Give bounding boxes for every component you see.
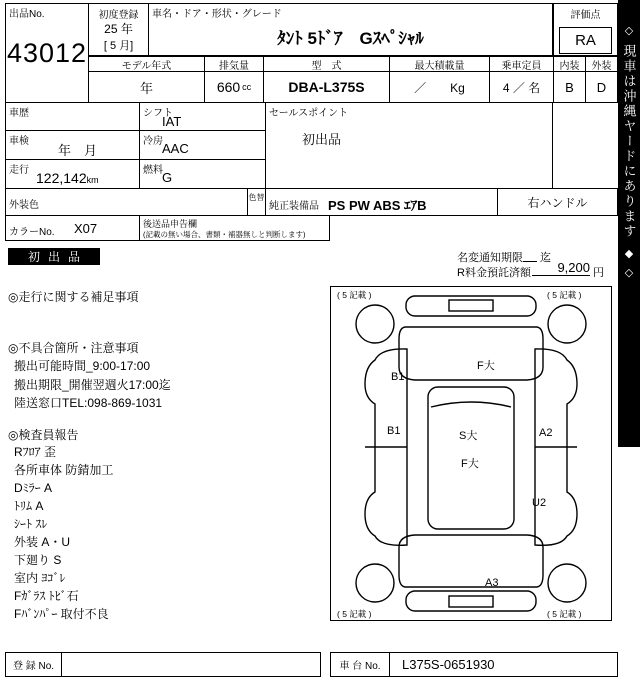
diamond-filled-icon: ◆: [624, 248, 634, 260]
tire-note-front-left: ( 5 記載 ): [337, 290, 372, 300]
sales-point-cell: [265, 102, 553, 189]
first-registration-cell: [88, 3, 149, 56]
front-plate: [449, 300, 493, 311]
first-registration-month: [ 5 月]: [103, 40, 134, 52]
exhibit-no-value: 43012: [6, 38, 88, 68]
inspector-title: ◎検査員報告: [8, 428, 79, 442]
windshield-line: [431, 402, 511, 407]
damage-mark: F大: [477, 360, 495, 372]
mileage-note-title: ◎走行に関する補足事項: [8, 290, 139, 304]
recycle-fee-amount: 9,200: [532, 260, 590, 276]
car-diagram-box: [330, 286, 612, 621]
registration-no-label: 登 録 No.: [5, 652, 62, 677]
inspector-line: Rﾌﾛｱ 歪: [14, 445, 57, 459]
later-items-note: (記載の無い場合、書類・補器無しと判断します): [143, 230, 306, 239]
okinawa-yard-banner-text: 現車は沖縄ヤードにあります: [621, 44, 637, 239]
car-name-label: 車名・ドア・形状・グレード: [152, 9, 282, 20]
ac-cell: [139, 130, 266, 160]
wheel-front-left: [356, 305, 394, 343]
defects-title: ◎不具合箇所・注意事項: [8, 341, 139, 355]
history-label: 車歴: [9, 108, 29, 119]
diamond-icon: ◇: [624, 25, 634, 37]
model-code-label: 型 式: [263, 56, 390, 72]
car-outline-diagram: [331, 287, 611, 620]
inspector-line: ﾄﾘﾑ A: [14, 499, 44, 513]
inspector-line: Fﾊﾞﾝﾊﾟｰ 取付不良: [14, 607, 109, 621]
damage-mark: B1: [391, 371, 405, 383]
interior-grade: B: [553, 71, 586, 103]
capacity-value: 4 ／ 名: [489, 71, 554, 103]
inspector-line: ｼｰﾄ ｽﾚ: [14, 517, 48, 531]
displacement-unit: cc: [242, 82, 252, 92]
defect-line: 搬出期限_開催翌週火17:00迄: [14, 378, 171, 392]
sales-point-value: 初出品: [302, 132, 342, 147]
front-clip-outline: [399, 327, 543, 380]
inspector-line: Fｶﾞﾗｽ ﾄﾋﾞ石: [14, 589, 79, 603]
exterior-color-cell: [5, 188, 248, 216]
capacity-label: 乗車定員: [489, 56, 554, 72]
rear-clip-outline: [399, 535, 543, 587]
displacement-value: 660: [216, 79, 241, 95]
tire-note-rear-left: ( 5 記載 ): [337, 609, 372, 619]
equipment-value: PS PW ABS ｴｱB: [328, 198, 427, 213]
tire-note-front-right: ( 5 記載 ): [547, 290, 582, 300]
inspector-line: 各所車体 防錆加工: [14, 463, 114, 477]
inspector-line: 下廻り S: [14, 553, 62, 567]
okinawa-yard-banner: [618, 0, 640, 447]
chassis-no-cell: [389, 652, 618, 677]
exhibit-no-label: 出品No.: [9, 9, 45, 20]
inspector-line: Dﾐﾗｰ A: [14, 481, 53, 495]
color-no-cell: [5, 215, 140, 241]
model-year-value: 年: [88, 71, 205, 103]
fuel-value: G: [162, 170, 173, 185]
score-value: RA: [559, 27, 612, 54]
color-no-value: X07: [74, 221, 98, 236]
tire-note-rear-right: ( 5 記載 ): [547, 609, 582, 619]
interior-label: 内装: [553, 56, 586, 72]
score-cell: [553, 3, 618, 56]
exterior-color-label: 外装色: [9, 200, 39, 211]
displacement-label: 排気量: [204, 56, 264, 72]
recycle-fee-label: R料金預託済額: [457, 267, 531, 279]
mileage-value: [36, 170, 99, 186]
later-items-label: 後送品申告欄: [143, 219, 198, 229]
fuel-cell: [139, 159, 266, 189]
max-load-value: ／ Kg: [389, 71, 490, 103]
first-registration-label: 初度登録: [98, 10, 139, 21]
mileage-number: 122,142: [36, 170, 87, 186]
color-no-label: カラーNo.: [9, 227, 55, 238]
rear-bumper: [406, 591, 536, 611]
exhibit-no-cell: [5, 3, 89, 103]
equipment-cell: [265, 188, 498, 216]
score-label: 評価点: [570, 10, 601, 21]
first-exhibit-badge: 初出品: [8, 248, 100, 265]
inspector-line: 外装 A・U: [14, 535, 71, 549]
wheel-rear-right: [548, 564, 586, 602]
exterior-grade: D: [585, 71, 618, 103]
damage-mark: B1: [387, 425, 401, 437]
model-code-value: DBA-L375S: [263, 71, 390, 103]
fuel-label: 燃料: [143, 165, 163, 176]
shift-label: シフト: [143, 108, 173, 119]
inspector-line: 室内 ﾖｺﾞﾚ: [14, 571, 66, 585]
ac-value: AAC: [162, 141, 189, 156]
shift-cell: [139, 102, 266, 131]
recycle-fee-unit: 円: [593, 267, 604, 279]
damage-mark: A3: [485, 577, 499, 589]
damage-mark: A2: [539, 427, 553, 439]
car-name-value: ﾀﾝﾄ 5ﾄﾞｱ Gｽﾍﾟｼｬﾙ: [277, 29, 424, 48]
chassis-no-value: L375S-0651930: [402, 657, 495, 672]
model-year-label: モデル年式: [88, 56, 205, 72]
mileage-unit: km: [86, 175, 99, 185]
defect-line: 搬出可能時間_9:00-17:00: [14, 359, 151, 373]
inspection-cell: [5, 130, 140, 160]
mileage-cell: [5, 159, 140, 189]
name-change-label: 名変通知期限: [457, 252, 523, 264]
car-name-cell: [148, 3, 553, 56]
rear-plate: [449, 596, 493, 607]
displacement-value-cell: [204, 71, 264, 103]
shift-value: IAT: [162, 114, 182, 129]
wheel-rear-left: [356, 564, 394, 602]
damage-mark: S大: [459, 430, 478, 442]
sales-point-label: セールスポイント: [269, 108, 349, 119]
ac-label: 冷房: [143, 136, 163, 147]
max-load-label: 最大積載量: [389, 56, 490, 72]
exterior-label: 外装: [585, 56, 618, 72]
steering-cell: 右ハンドル: [497, 188, 618, 216]
defect-line: 陸送窓口TEL:098-869-1031: [14, 396, 163, 410]
mileage-label: 走行: [9, 165, 29, 176]
front-bumper: [406, 296, 536, 316]
later-items-cell: [139, 215, 330, 241]
inspection-label: 車検: [9, 136, 29, 147]
first-registration-year: 25 年: [104, 22, 133, 36]
damage-mark: U2: [532, 497, 547, 509]
inspection-value: 年 月: [58, 143, 98, 158]
color-change-label: 色替: [248, 193, 265, 202]
wheel-front-right: [548, 305, 586, 343]
damage-mark: F大: [461, 458, 479, 470]
equipment-label: 純正装備品: [269, 201, 319, 212]
name-change-suffix: 迄: [540, 252, 551, 264]
chassis-no-label: 車 台 No.: [330, 652, 390, 677]
registration-no-value: [61, 652, 321, 677]
diamond-icon: ◇: [624, 267, 634, 279]
history-cell: [5, 102, 140, 131]
color-change-cell: [247, 188, 266, 216]
